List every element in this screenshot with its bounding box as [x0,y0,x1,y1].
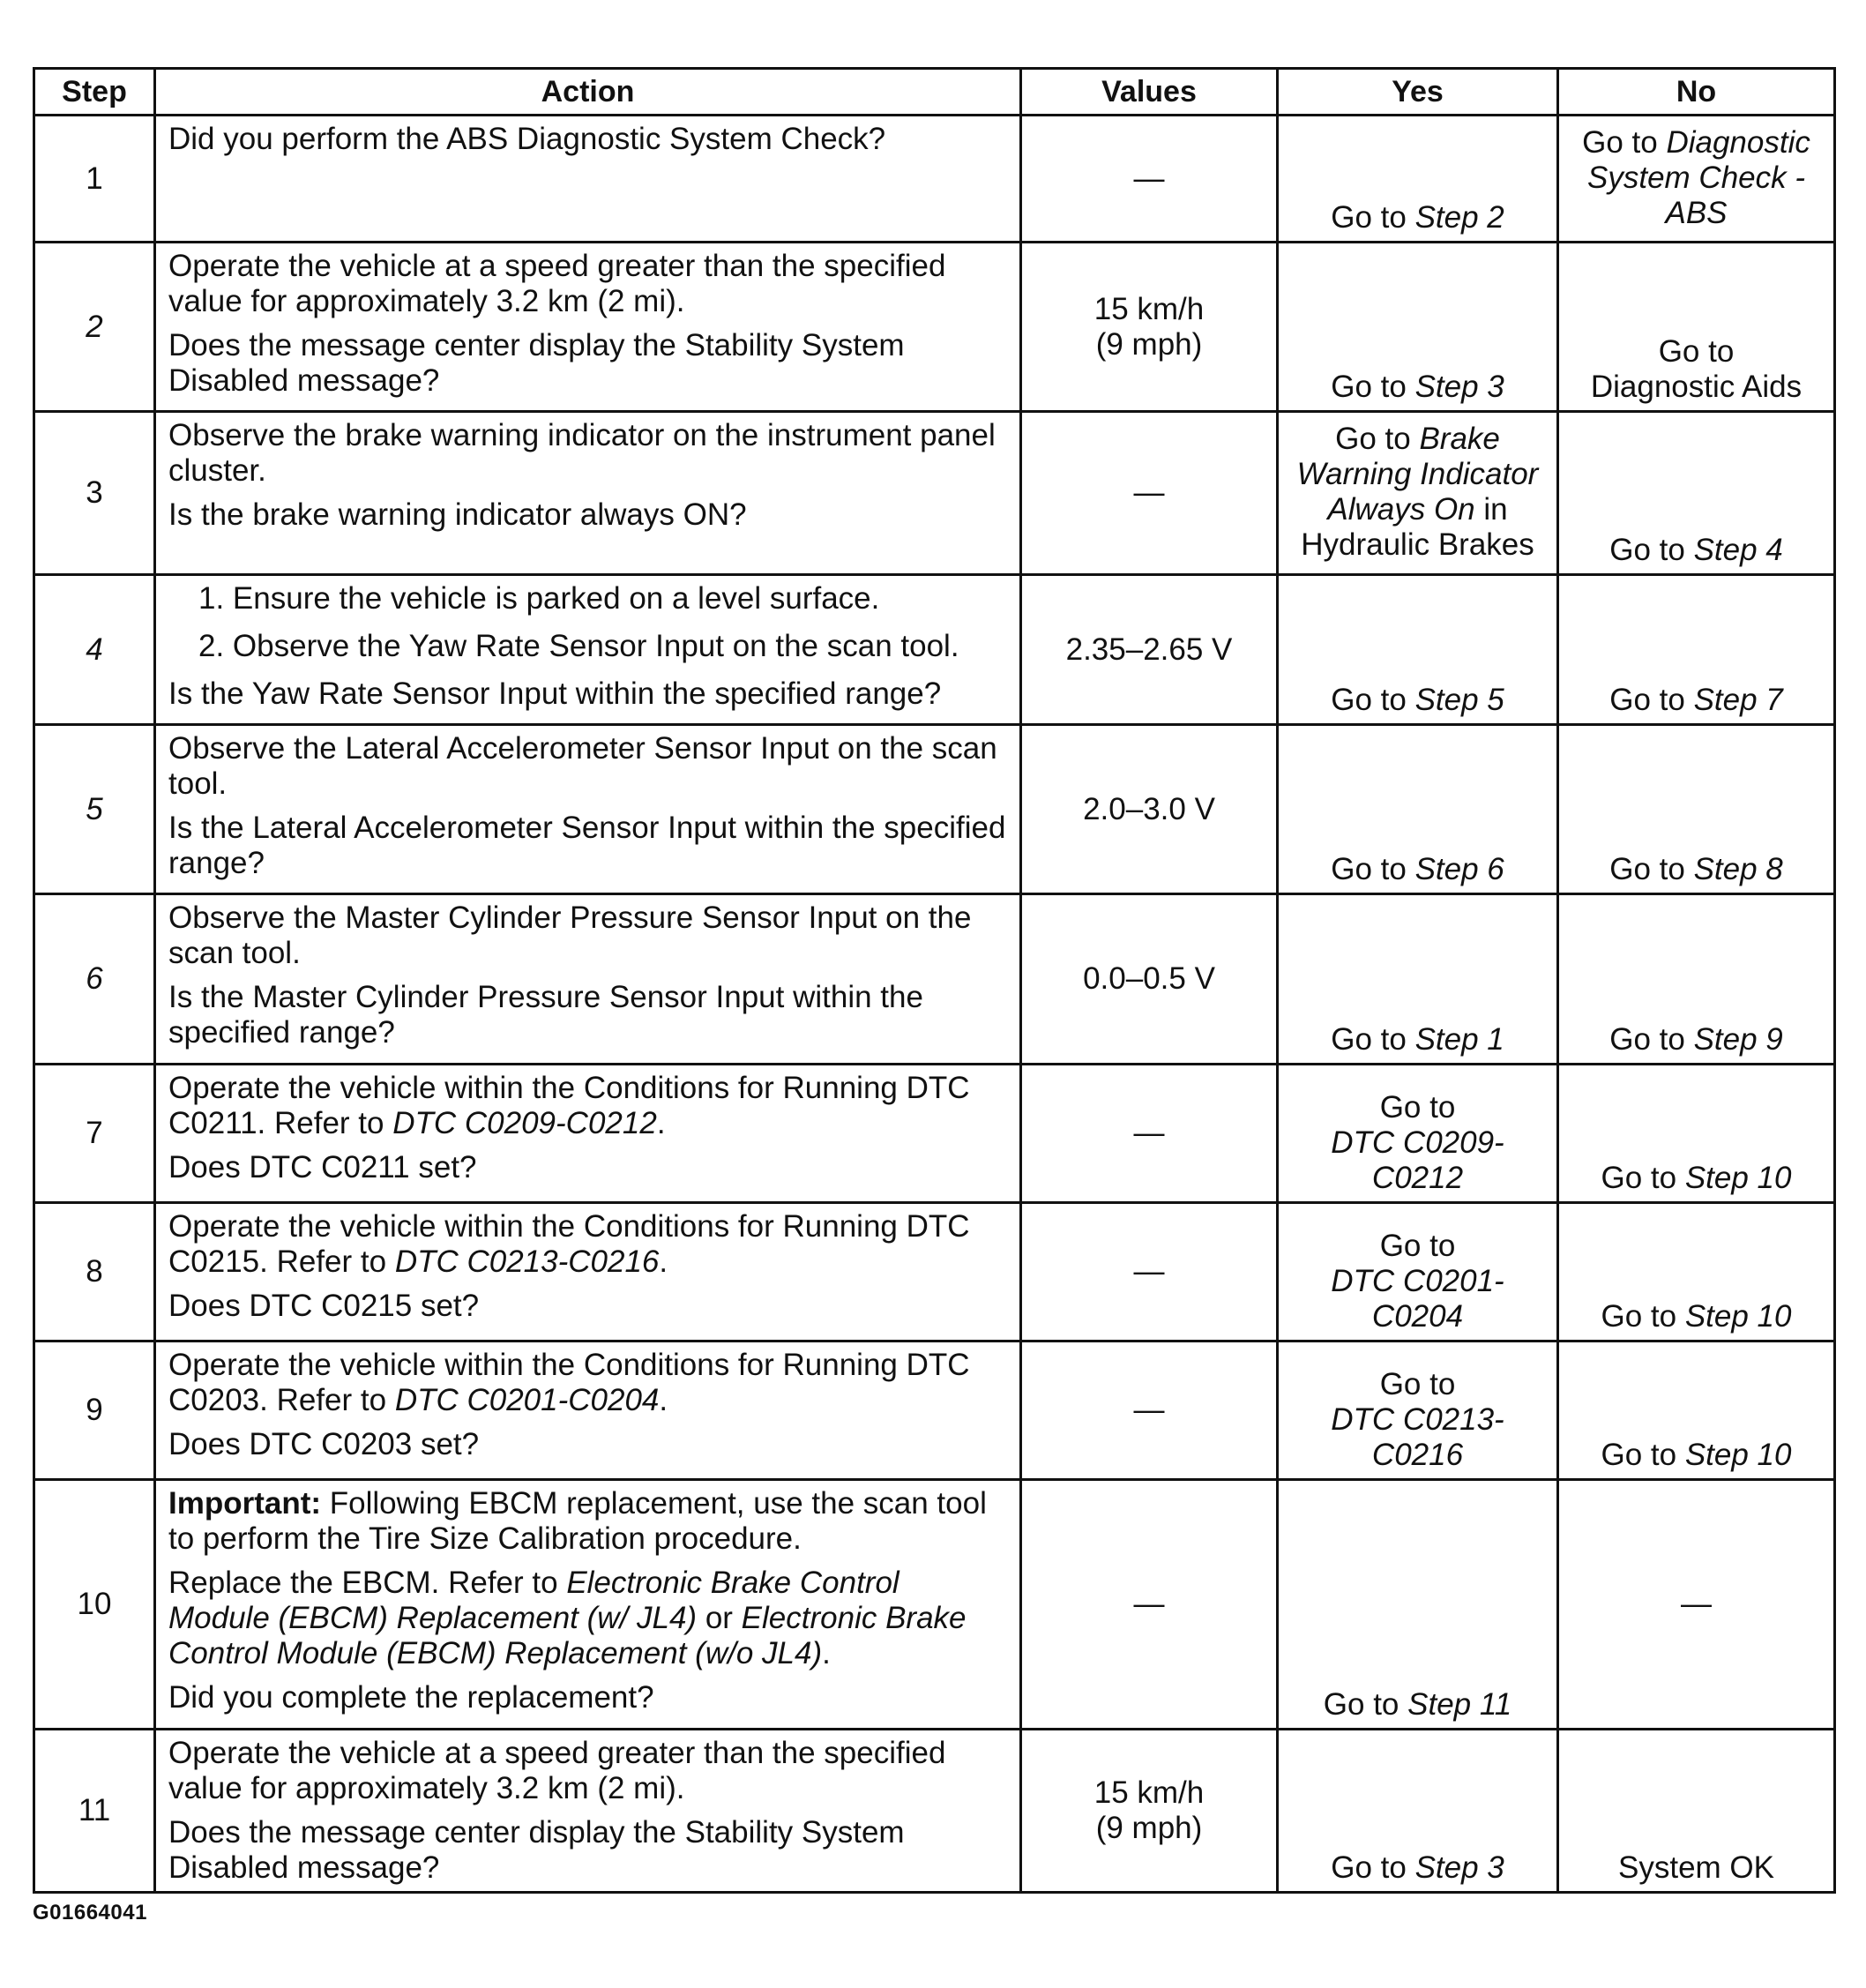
important-note: Important: Following EBCM replacement, use the scan tool to perform the Tire Size Calibration procedure. [168,1486,987,1556]
diagnostic-table-container [33,67,1833,1894]
action-question: Is the Lateral Accelerometer Sensor Input within the specified range? [168,811,1006,880]
action-question: Does the message center display the Stability System Disabled message? [168,1815,905,1885]
action-cell [155,894,1021,1065]
step-number: 10 [34,1480,155,1730]
action-question: Is the brake warning indicator always ON? [168,497,747,532]
action-text: Operate the vehicle within the Conditions for Running DTC C0211. Refer to DTC C0209-C0212. [168,1071,970,1140]
action-question: Did you complete the replacement? [168,1680,654,1715]
figure-id: G01664041 [33,1901,147,1924]
no-cell: Go to Step 9 [1558,894,1835,1065]
no-cell: — [1558,1480,1835,1730]
action-question: Is the Master Cylinder Pressure Sensor Input within the specified range? [168,980,923,1050]
table-header-row [34,69,1835,116]
table-row-step-1 [34,116,1835,243]
action-question: Does DTC C0203 set? [168,1427,480,1461]
yes-cell: Go to Step 3 [1278,1730,1558,1893]
values-cell: — [1021,1480,1278,1730]
step-number: 4 [34,575,155,725]
action-list-item: 1. Ensure the vehicle is parked on a level surface. [198,581,880,616]
action-text: Observe the brake warning indicator on the instrument panel cluster. [168,418,996,488]
values-cell: — [1021,1065,1278,1203]
yes-cell: Go to Step 2 [1278,116,1558,243]
yes-cell: Go to Step 1 [1278,894,1558,1065]
yes-cell: Go to DTC C0209-C0212 [1278,1065,1558,1203]
values-cell: — [1021,1203,1278,1342]
values-cell: — [1021,116,1278,243]
action-question: Does the message center display the Stability System Disabled message? [168,328,905,398]
values-cell: 15 km/h (9 mph) [1021,1730,1278,1893]
step-number: 3 [34,412,155,575]
action-text: Observe the Master Cylinder Pressure Sensor Input on the scan tool. [168,901,972,970]
no-cell: System OK [1558,1730,1835,1893]
action-cell [155,116,1021,243]
values-cell: 2.0–3.0 V [1021,725,1278,894]
values-cell: 0.0–0.5 V [1021,894,1278,1065]
table-row-step-2 [34,243,1835,412]
yes-cell: Go to DTC C0201-C0204 [1278,1203,1558,1342]
no-cell: Go to Step 10 [1558,1203,1835,1342]
step-number: 2 [34,243,155,412]
table-row-step-6 [34,894,1835,1065]
step-number: 11 [34,1730,155,1893]
action-text: Operate the vehicle at a speed greater than the specified value for approximately 3.2 km (2 mi). [168,1736,946,1805]
action-cell [155,1342,1021,1480]
table-row-step-11 [34,1730,1835,1893]
action-cell [155,575,1021,725]
replace-instruction: Replace the EBCM. Refer to Electronic Brake Control Module (EBCM) Replacement (w/ JL4) or Electronic Brake Control Module (EBCM) Replacement (w/o JL4). [168,1566,967,1670]
action-list-item: 2. Observe the Yaw Rate Sensor Input on the scan tool. [198,629,959,663]
values-cell: 15 km/h (9 mph) [1021,243,1278,412]
table-row-step-5 [34,725,1835,894]
action-text: Operate the vehicle at a speed greater than the specified value for approximately 3.2 km (2 mi). [168,249,946,318]
action-cell [155,412,1021,575]
yes-cell: Go to Step 3 [1278,243,1558,412]
no-cell: Go to Step 8 [1558,725,1835,894]
step-number: 9 [34,1342,155,1480]
action-cell [155,243,1021,412]
yes-cell: Go to DTC C0213-C0216 [1278,1342,1558,1480]
header-yes: Yes [1278,69,1558,116]
action-cell [155,1203,1021,1342]
action-cell [155,725,1021,894]
no-cell: Go to Step 10 [1558,1065,1835,1203]
no-cell: Go to Step 4 [1558,412,1835,575]
no-cell: Go to Step 7 [1558,575,1835,725]
values-cell: — [1021,1342,1278,1480]
action-question: Is the Yaw Rate Sensor Input within the specified range? [168,676,942,711]
action-cell [155,1730,1021,1893]
table-row-step-4 [34,575,1835,725]
header-no: No [1558,69,1835,116]
step-number: 1 [34,116,155,243]
action-question: Does DTC C0211 set? [168,1150,477,1185]
action-text: Observe the Lateral Accelerometer Sensor Input on the scan tool. [168,731,997,801]
yes-cell: Go to Brake Warning Indicator Always On in Hydraulic Brakes [1278,412,1558,575]
action-cell [155,1065,1021,1203]
yes-cell: Go to Step 5 [1278,575,1558,725]
table-row-step-3 [34,412,1835,575]
action-text: Operate the vehicle within the Conditions for Running DTC C0203. Refer to DTC C0201-C0204. [168,1348,970,1417]
table-row-step-8 [34,1203,1835,1342]
header-action: Action [155,69,1021,116]
step-number: 8 [34,1203,155,1342]
action-text: Did you perform the ABS Diagnostic System Check? [168,122,886,156]
action-question: Does DTC C0215 set? [168,1289,480,1323]
values-cell: — [1021,412,1278,575]
table-row-step-10 [34,1480,1835,1730]
no-cell: Go to Diagnostic Aids [1558,243,1835,412]
table-row-step-9 [34,1342,1835,1480]
step-number: 5 [34,725,155,894]
no-cell: Go to Step 10 [1558,1342,1835,1480]
yes-cell: Go to Step 11 [1278,1480,1558,1730]
table-row-step-7 [34,1065,1835,1203]
yes-cell: Go to Step 6 [1278,725,1558,894]
step-number: 6 [34,894,155,1065]
no-cell: Go to Diagnostic System Check - ABS [1558,116,1835,243]
diagnostic-table [33,67,1836,1894]
values-cell: 2.35–2.65 V [1021,575,1278,725]
action-cell [155,1480,1021,1730]
header-step: Step [34,69,155,116]
action-text: Operate the vehicle within the Conditions for Running DTC C0215. Refer to DTC C0213-C0216. [168,1209,970,1279]
step-number: 7 [34,1065,155,1203]
header-values: Values [1021,69,1278,116]
